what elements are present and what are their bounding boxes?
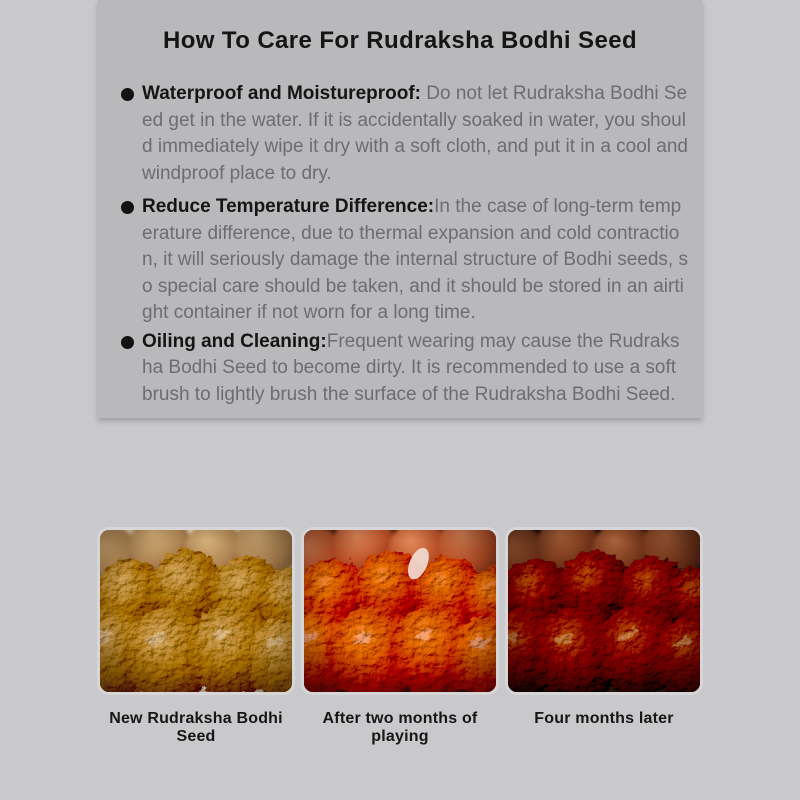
care-item-body: Do not let Rudraksha Bodhi Seed get in the water. If it is accidentally soaked in water, you should immediately wipe it dry with a soft cloth, and put it in a cool and windproof place to dry. bbox=[142, 83, 688, 184]
care-item-body: In the case of long-term temperature difference, due to thermal expansion and cold contraction, it will seriously damage the internal structure of Bodhi seeds, so special care should be taken, and it should be stored in an airtight container if not worn for a long time. bbox=[142, 196, 688, 323]
care-item-label: Waterproof and Moistureproof: bbox=[142, 83, 427, 104]
photo-caption-new-seed: New Rudraksha Bodhi Seed bbox=[109, 710, 283, 745]
seed-photo-image bbox=[508, 530, 700, 692]
photo-two-months bbox=[301, 527, 499, 695]
care-item-text bbox=[142, 194, 689, 327]
bullet-icon bbox=[121, 88, 134, 101]
care-item-oiling bbox=[121, 329, 689, 409]
care-item-label: Reduce Temperature Difference: bbox=[142, 196, 435, 217]
caption-row bbox=[97, 710, 703, 746]
seed-photo-image bbox=[304, 530, 496, 692]
bullet-icon bbox=[121, 336, 134, 349]
page-title: How To Care For Rudraksha Bodhi Seed bbox=[162, 27, 638, 54]
care-list bbox=[98, 81, 702, 408]
care-item-waterproof bbox=[121, 81, 689, 187]
seed-photo-image bbox=[100, 530, 292, 692]
care-item-text bbox=[142, 329, 689, 409]
bullet-icon bbox=[121, 201, 134, 214]
photo-caption-two-months: After two months of playing bbox=[322, 710, 478, 745]
care-item-text bbox=[142, 81, 689, 187]
care-item-label: Oiling and Cleaning: bbox=[142, 330, 327, 352]
photo-row bbox=[97, 527, 703, 695]
care-item-body: Frequent wearing may cause the Rudraksha Bodhi Seed to become dirty. It is recommended to use a soft brush to lightly brush the surface of the Rudraksha Bodhi Seed. bbox=[142, 330, 680, 405]
photo-four-months bbox=[505, 527, 703, 695]
care-item-temperature bbox=[121, 194, 689, 327]
photo-new-seed bbox=[97, 527, 295, 695]
care-instructions-panel bbox=[98, 0, 702, 418]
photo-caption-four-months: Four months later bbox=[534, 710, 674, 727]
